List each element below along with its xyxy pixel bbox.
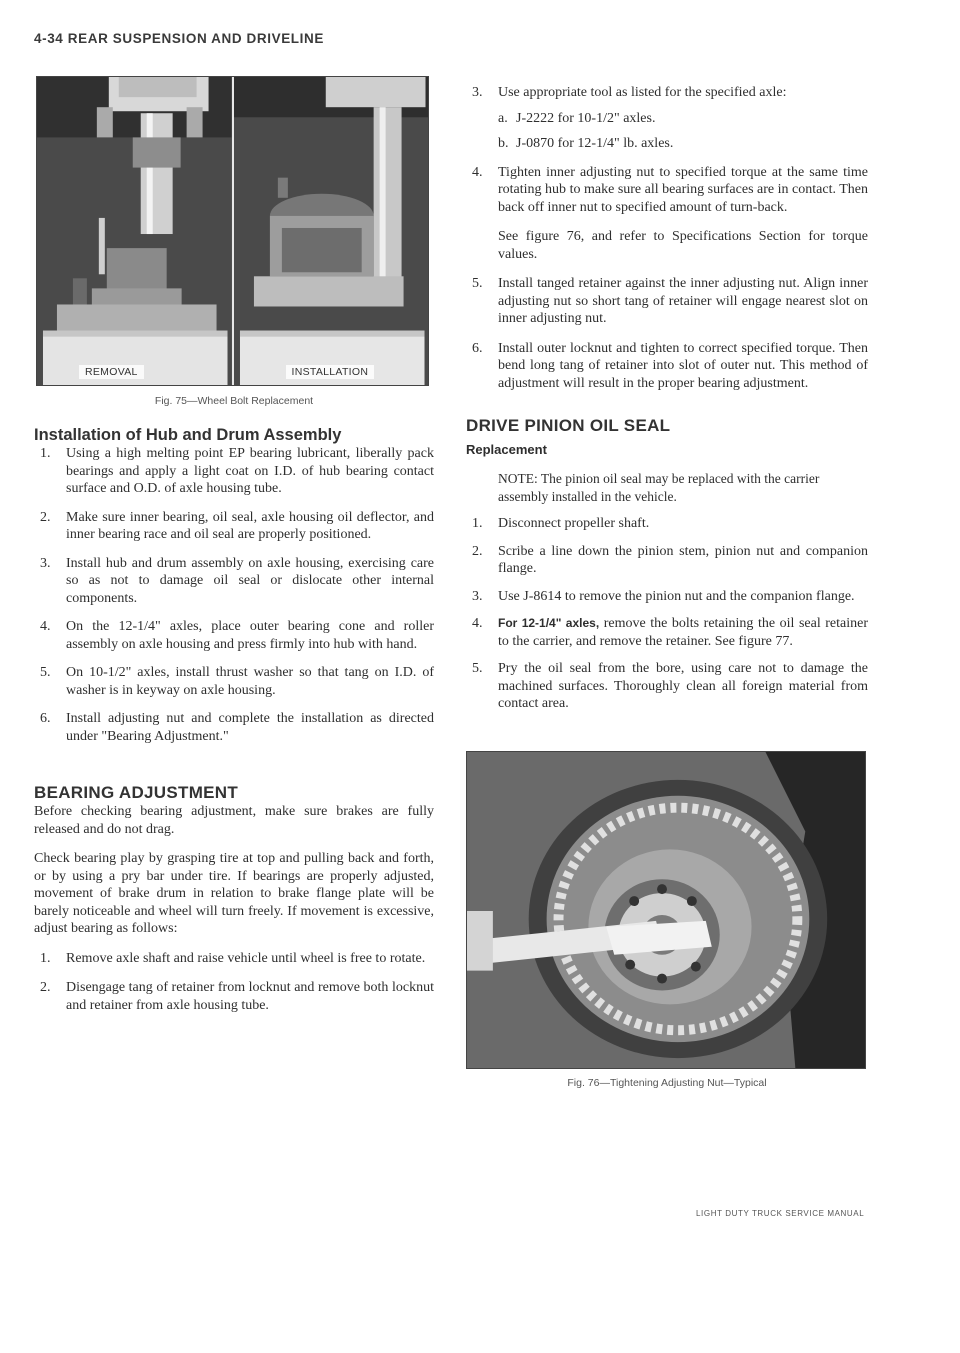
pinion-section-heading: DRIVE PINION OIL SEAL	[466, 416, 671, 435]
removal-label: REMOVAL	[79, 365, 144, 379]
bearing-section-heading: BEARING ADJUSTMENT	[34, 783, 239, 802]
bearing-steps-list	[34, 950, 434, 1015]
right-column	[466, 84, 868, 1089]
tool-sublist	[466, 110, 868, 152]
list-item: 2. Disengage tang of retainer from locknut and remove both locknut and retainer from axle housing tube.	[40, 980, 434, 1013]
pinion-subheading: Replacement	[466, 442, 547, 457]
figure-76-photo	[466, 751, 866, 1069]
list-item: 3. Use appropriate tool as listed for the specified axle:	[472, 85, 787, 100]
page-header: 4-34 REAR SUSPENSION AND DRIVELINE	[34, 31, 324, 46]
wheel-bolt-removal-photo-icon	[37, 77, 232, 385]
wheel-bolt-installation-photo-icon	[234, 77, 429, 385]
list-item: 4. For 12-1/4" axles, remove the bolts retaining the oil seal retainer to the carrier, and remove the retainer. See figure 77.	[472, 616, 868, 649]
bearing-para-1: Before checking bearing adjustment, make sure brakes are fully released and do not drag.	[34, 804, 434, 837]
pinion-steps-list	[466, 515, 868, 713]
list-item: 2. Make sure inner bearing, oil seal, axle housing oil deflector, and inner bearing race and oil seal are properly positioned.	[40, 509, 434, 542]
figure-75-photo	[36, 76, 429, 386]
left-column	[34, 76, 434, 1026]
list-item: b. J-0870 for 12-1/4" lb. axles.	[498, 135, 674, 151]
list-item: 5. Pry the oil seal from the bore, using care not to damage the machined surfaces. Thoroughly clean all foreign material from contact area.	[472, 661, 868, 711]
list-item: 5. On 10-1/2" axles, install thrust washer so that tang on I.D. of washer is in keyway on axle housing.	[40, 665, 434, 698]
list-item: 2. Scribe a line down the pinion stem, pinion nut and companion flange.	[472, 543, 868, 576]
page-footer: LIGHT DUTY TRUCK SERVICE MANUAL	[696, 1209, 865, 1218]
list-item: 1. Remove axle shaft and raise vehicle until wheel is free to rotate.	[40, 950, 426, 966]
list-item: 1. Disconnect propeller shaft.	[472, 516, 650, 531]
list-item: 3. Install hub and drum assembly on axle housing, exercising care so as not to damage oil seal or dislocate other internal components.	[40, 555, 434, 606]
list-item: 6. Install outer locknut and tighten to correct specified torque. Then bend long tang of retainer into slot of outer nut. This method of adjustment will result in the proper bearing adjustment.	[472, 340, 868, 391]
list-item: 5. Install tanged retainer against the inner adjusting nut. Align inner adjusting nut so short tang of retainer will engage nearest slot on inner adjusting nut.	[472, 276, 868, 326]
figure-75-caption: Fig. 75—Wheel Bolt Replacement	[154, 395, 314, 407]
install-section-heading: Installation of Hub and Drum Assembly	[34, 426, 342, 444]
install-steps-list	[34, 445, 434, 745]
list-item: 1. Using a high melting point EP bearing lubricant, liberally pack bearings and apply a light coat on I.D. of hub bearing contact surface and O.D. of axle housing tube.	[40, 446, 434, 496]
torque-note: See figure 76, and refer to Specifications Section for torque values.	[498, 229, 868, 262]
installation-panel	[234, 77, 429, 385]
list-item: 3. Use J-8614 to remove the pinion nut and the companion flange.	[472, 588, 855, 604]
list-item: 6. Install adjusting nut and complete the installation as directed under "Bearing Adjustment."	[40, 711, 434, 744]
installation-label: INSTALLATION	[286, 365, 375, 379]
wrench-on-hub-photo-icon	[467, 752, 865, 1068]
bearing-para-2: Check bearing play by grasping tire at top and pulling back and forth, or by using a pry bar under tire. If bearings are properly adjusted, movement of brake drum in relation to brake flange plate will be barely noticeable and wheel will turn freely. If movement is excessive, adjust bearing as follows:	[34, 851, 434, 936]
bearing-continued-list-2	[466, 164, 868, 217]
figure-76-caption: Fig. 76—Tightening Adjusting Nut—Typical	[567, 1076, 767, 1089]
bearing-continued-list-3	[466, 275, 868, 392]
list-item: 4. Tighten inner adjusting nut to specified torque at the same time rotating hub to make sure all bearing surfaces are in contact. Then back off inner nut to specified amount of turn-back.	[472, 164, 868, 215]
bearing-continued-list	[466, 84, 868, 102]
pinion-note: NOTE: The pinion oil seal may be replaced with the carrier assembly installed in the vehicle.	[498, 471, 820, 504]
removal-panel	[37, 77, 234, 385]
list-item: 4. On the 12-1/4" axles, place outer bearing cone and roller assembly on axle housing and press firmly into hub with hand.	[40, 619, 434, 652]
list-item: a. J-2222 for 10-1/2" axles.	[498, 110, 656, 126]
